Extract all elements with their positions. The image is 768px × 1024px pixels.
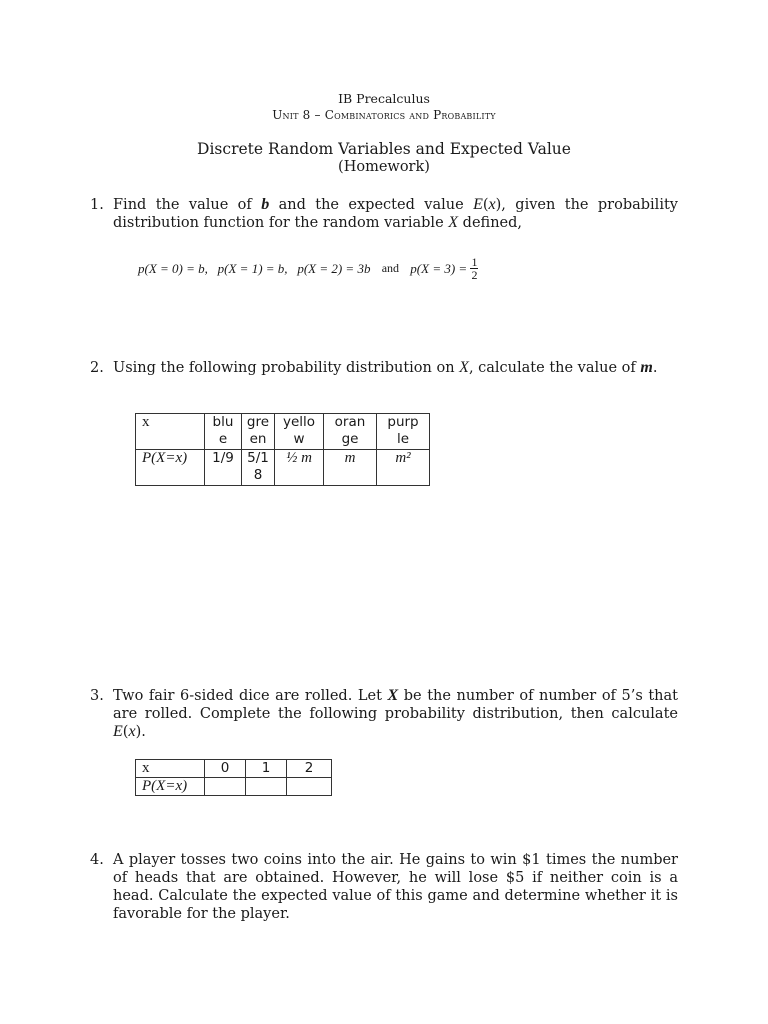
table-cell: 5/1 8 bbox=[242, 450, 275, 486]
unit-title: Unit 8 – Combinatorics and Probability bbox=[272, 108, 496, 122]
table-header-cell: yello w bbox=[275, 414, 324, 450]
question-text: Find the value of b and the expected value E(x), given the probability distribution function for the random variable X defined, bbox=[113, 196, 678, 231]
table-header-label: x bbox=[136, 414, 205, 450]
table-cell-blank[interactable] bbox=[287, 778, 332, 796]
question-number: 2. bbox=[90, 360, 104, 376]
table-header-cell: blu e bbox=[205, 414, 242, 450]
table-row bbox=[136, 450, 430, 486]
table-header-label: x bbox=[136, 760, 205, 778]
table-header-cell: gre en bbox=[242, 414, 275, 450]
table-cell: m² bbox=[377, 450, 430, 486]
table-cell-blank[interactable] bbox=[246, 778, 287, 796]
course-title: IB Precalculus bbox=[338, 91, 430, 106]
page-title: Discrete Random Variables and Expected Value bbox=[197, 140, 571, 158]
question-1 bbox=[90, 196, 678, 232]
table-row bbox=[136, 414, 430, 450]
question-text: Two fair 6-sided dice are rolled. Let X be the number of number of 5’s that are rolled. Complete the following probability distribution, then calculate E(x). bbox=[113, 687, 678, 740]
question-text: A player tosses two coins into the air. He gains to win $1 times the number of heads that are obtained. However, he will lose $5 if neither coin is a head. Calculate the expected value of this game and determine whether it is favorable for the player. bbox=[113, 852, 678, 922]
table-row bbox=[136, 778, 332, 796]
question-number: 1. bbox=[90, 197, 104, 213]
fraction-denominator: 2 bbox=[471, 268, 478, 282]
question-3 bbox=[90, 687, 678, 741]
table-row-label: P(X=x) bbox=[136, 450, 205, 486]
table-row bbox=[136, 760, 332, 778]
formula-p1: p(X = 1) = b, bbox=[217, 260, 288, 276]
page-subtitle: (Homework) bbox=[338, 159, 430, 175]
formula-and: and bbox=[381, 261, 400, 275]
table-header-cell: 1 bbox=[246, 760, 287, 778]
table-cell: m bbox=[324, 450, 377, 486]
question-4 bbox=[90, 851, 678, 923]
table-cell: 1/9 bbox=[205, 450, 242, 486]
distribution-table-q3 bbox=[135, 759, 332, 796]
formula-p2: p(X = 2) = 3b bbox=[297, 260, 371, 276]
formula-p0: p(X = 0) = b, bbox=[138, 260, 208, 276]
question-number: 4. bbox=[90, 852, 104, 868]
table-header-cell: purp le bbox=[377, 414, 430, 450]
distribution-table-q2 bbox=[135, 413, 430, 486]
table-header-cell: oran ge bbox=[324, 414, 377, 450]
pdf-formula bbox=[138, 256, 478, 286]
fraction-one-half bbox=[470, 256, 478, 281]
table-cell: ½ m bbox=[275, 450, 324, 486]
formula-p3: p(X = 3) = bbox=[410, 260, 468, 276]
table-row-label: P(X=x) bbox=[136, 778, 205, 796]
fraction-numerator: 1 bbox=[471, 255, 478, 269]
table-cell-blank[interactable] bbox=[205, 778, 246, 796]
question-2 bbox=[90, 359, 678, 377]
table-header-cell: 2 bbox=[287, 760, 332, 778]
table-header-cell: 0 bbox=[205, 760, 246, 778]
question-text: Using the following probability distribution on X, calculate the value of m. bbox=[113, 359, 658, 376]
question-number: 3. bbox=[90, 688, 104, 704]
